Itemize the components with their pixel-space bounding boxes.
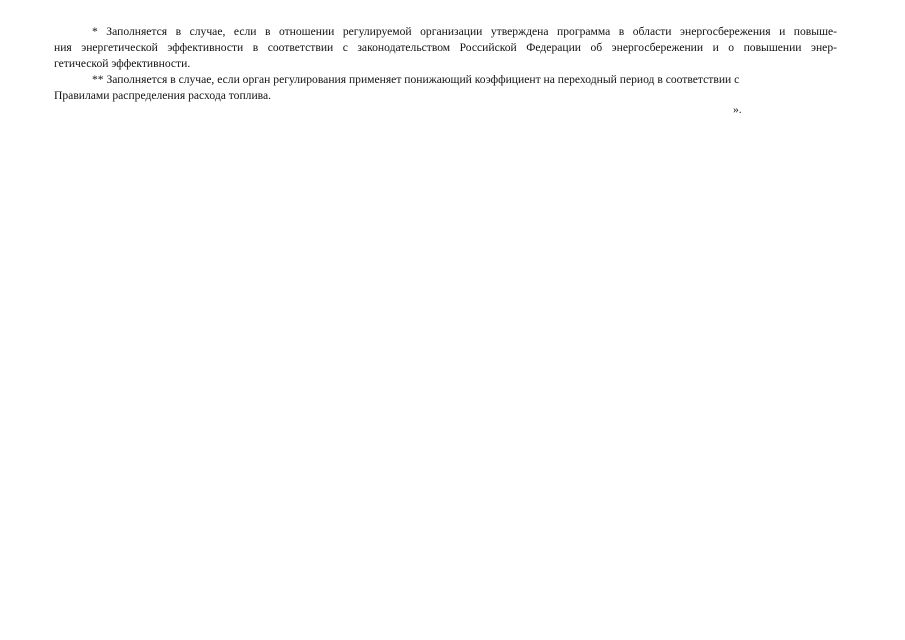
footnote-line: гетической эффективности. [54,57,191,70]
footnote-line: ** Заполняется в случае, если орган регулирования применяет понижающий коэффициент на переходный период в соответствии с [92,73,740,86]
footnote-reduction-coefficient [54,72,837,104]
footnote-line: Правилами распределения расхода топлива. [54,89,272,102]
footnote-line: ния энергетической эффективности в соответствии с законодательством Российской Федерации об энергосбережении и о повышении энер- [54,41,837,54]
closing-quote: ». [733,103,742,116]
footnote-energy-saving [54,24,837,72]
footnote-line: * Заполняется в случае, если в отношении регулируемой организации утверждена программа в области энергосбережения и повыше- [92,25,837,38]
